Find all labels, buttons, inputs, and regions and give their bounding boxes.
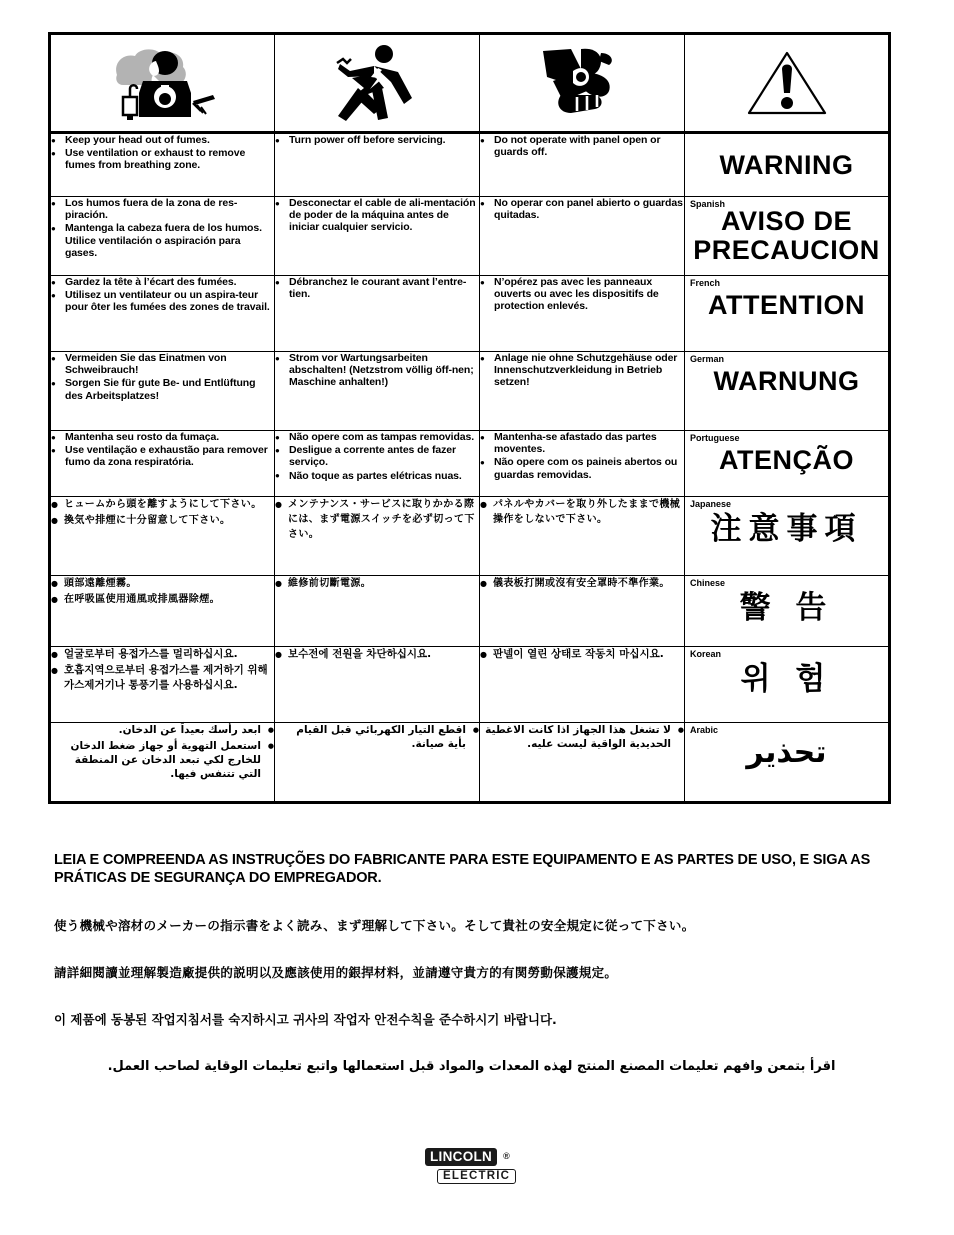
table-row-french xyxy=(50,276,890,352)
power-cell-spanish xyxy=(275,197,480,276)
list-item: ● 호흡지역으로부터 용접가스를 제거하기 위해 가스제거기나 통풍기를 사용하십시요. xyxy=(51,663,274,693)
signal-word-cell-arabic xyxy=(685,723,890,803)
list-item: ● 판넬이 열린 상태로 작동치 마십시요. xyxy=(480,647,684,662)
bullet-list xyxy=(51,647,274,693)
signal-word: WARNUNG xyxy=(713,366,860,396)
table-row-english xyxy=(50,133,890,197)
bullet-list xyxy=(275,431,479,482)
bullet-list xyxy=(51,497,274,528)
logo-wordmark-electric: ELECTRIC xyxy=(437,1169,516,1184)
bullet-list xyxy=(275,497,479,542)
list-item: ● Não toque as partes elétricas nuas. xyxy=(275,470,479,482)
panel-cell-french xyxy=(480,276,685,352)
hazard-icon-row xyxy=(50,34,890,133)
list-item: ● 在呼吸區使用通風或排風器除煙。 xyxy=(51,592,274,607)
power-cell-chinese xyxy=(275,576,480,647)
list-item: ● Turn power off before servicing. xyxy=(275,134,479,146)
table-row-arabic xyxy=(50,723,890,803)
signal-word-cell-french xyxy=(685,276,890,352)
list-item: ● ヒュームから頭を離すようにして下さい。 xyxy=(51,497,274,512)
table-row-spanish xyxy=(50,197,890,276)
signal-word-cell-german xyxy=(685,352,890,431)
fumes-hazard-icon xyxy=(51,35,274,131)
list-item: ● 維修前切斷電源。 xyxy=(275,576,479,591)
list-item: ● Do not operate with panel open or guards off. xyxy=(480,134,684,158)
list-item: ● Anlage nie ohne Schutzgehäuse oder Innenschutzverkleidung in Betrieb setzen! xyxy=(480,352,684,389)
footer-text-chinese: 請詳細閱讀並理解製造廠提供的説明以及應該使用的銀捍材料，並請遵守貴方的有関勞動保護規定。 xyxy=(54,965,618,980)
language-label: French xyxy=(690,278,721,288)
signal-word: 注意事項 xyxy=(710,511,863,547)
warning-triangle-icon xyxy=(685,35,888,131)
bullet-list xyxy=(51,352,274,402)
list-item: ● استعمل التهوية أو جهاز ضغط الدخان للخارج لكي تبعد الدخان عن المنطقة التي تتنفس فيها. xyxy=(51,739,274,781)
list-item: ● لا تشغل هذا الجهاز اذا كانت الاغطية الحديدية الواقية ليست عليه. xyxy=(480,723,684,751)
fumes-cell-english xyxy=(50,133,275,197)
bullet-list xyxy=(51,576,274,607)
list-item: ● 換気や排煙に十分留意して下さい。 xyxy=(51,513,274,528)
footer-text-portuguese: LEIA E COMPREENDA AS INSTRUÇÕES DO FABRICANTE PARA ESTE EQUIPAMENTO E AS PARTES DE USO, E SIGA AS PRÁTICAS DE SEGURANÇA DO EMPREGADOR. xyxy=(54,852,871,886)
bullet-list xyxy=(275,197,479,234)
signal-word: WARNING xyxy=(719,150,854,180)
power-cell-japanese xyxy=(275,497,480,576)
panel-cell-portuguese xyxy=(480,431,685,497)
list-item: ● Débranchez le courant avant l’entre-tien. xyxy=(275,276,479,300)
bullet-list xyxy=(480,647,684,662)
power-cell-german xyxy=(275,352,480,431)
list-item: ● パネルやカバーを取り外したままで機械操作をしないで下さい。 xyxy=(480,497,684,527)
language-label: German xyxy=(690,354,725,364)
list-item: ● Utilisez un ventilateur ou un aspira-teur pour ôter les fumées des zones de travail. xyxy=(51,289,274,313)
list-item: ● Desligue a corrente antes de fazer serviço. xyxy=(275,444,479,468)
panel-cell-german xyxy=(480,352,685,431)
table-row-japanese xyxy=(50,497,890,576)
list-item: ● Desconectar el cable de ali-mentación de poder de la máquina antes de iniciar cualquier servicio. xyxy=(275,197,479,234)
language-label: Japanese xyxy=(690,499,732,509)
signal-word-cell-chinese xyxy=(685,576,890,647)
panel-cell-spanish xyxy=(480,197,685,276)
power-cell-korean xyxy=(275,647,480,723)
panel-cell-arabic xyxy=(480,723,685,803)
bullet-list xyxy=(480,134,684,158)
signal-word: ATTENTION xyxy=(708,290,865,320)
multilingual-safety-table xyxy=(48,32,891,804)
footer-text-korean: 이 제품에 동봉된 작업지침서를 숙지하시고 귀사의 작업자 안전수칙을 준수하시기 바랍니다. xyxy=(54,1012,557,1027)
bullet-list xyxy=(275,276,479,300)
signal-word-cell-japanese xyxy=(685,497,890,576)
lincoln-electric-logo xyxy=(425,1148,529,1184)
list-item: ● 얼굴로부터 용접가스를 멀리하십시요. xyxy=(51,647,274,662)
bullet-list xyxy=(51,276,274,314)
panel-cell-korean xyxy=(480,647,685,723)
registered-trademark-icon: ® xyxy=(503,1151,511,1161)
bullet-list xyxy=(51,134,274,172)
power-cell-french xyxy=(275,276,480,352)
bullet-list xyxy=(480,352,684,389)
bullet-list xyxy=(480,497,684,527)
shock-icon-cell xyxy=(275,34,480,133)
footer-text-arabic: اقرأ بتمعن وافهم تعليمات المصنع المنتج لهذه المعدات والمواد قبل استعمالها واتبع تعليمات الوقاية لصاحب العمل. xyxy=(107,1059,836,1074)
signal-word-line: AVISO DE xyxy=(720,206,853,236)
signal-word xyxy=(685,207,888,265)
warning-triangle-icon-cell xyxy=(685,34,890,133)
table-row-portuguese xyxy=(50,431,890,497)
list-item: ● 보수전에 전원을 차단하십시요. xyxy=(275,647,479,662)
list-item: ● Los humos fuera de la zona de res-piración. xyxy=(51,197,274,221)
fumes-cell-portuguese xyxy=(50,431,275,497)
list-item: ● Sorgen Sie für gute Be- und Entlüftung des Arbeitsplatzes! xyxy=(51,377,274,401)
fumes-cell-japanese xyxy=(50,497,275,576)
fumes-cell-arabic xyxy=(50,723,275,803)
bullet-list xyxy=(275,134,479,146)
signal-word-cell-korean xyxy=(685,647,890,723)
moving-parts-hazard-icon xyxy=(480,35,684,131)
panel-cell-japanese xyxy=(480,497,685,576)
signal-word: ATENÇÃO xyxy=(719,445,854,475)
fumes-cell-korean xyxy=(50,647,275,723)
bullet-list xyxy=(51,431,274,469)
list-item: ● Não opere com as tampas removidas. xyxy=(275,431,479,443)
fumes-cell-chinese xyxy=(50,576,275,647)
signal-word: 警 告 xyxy=(739,590,834,626)
list-item: ● Gardez la tête à l’écart des fumées. xyxy=(51,276,274,288)
moving-parts-icon-cell xyxy=(480,34,685,133)
table-row-german xyxy=(50,352,890,431)
list-item: ● No operar con panel abierto o guardas quitadas. xyxy=(480,197,684,221)
list-item: ● 頭部遠離煙霧。 xyxy=(51,576,274,591)
signal-word: تحذير xyxy=(746,735,827,770)
signal-word-cell-spanish xyxy=(685,197,890,276)
bullet-list xyxy=(480,431,684,481)
bullet-list xyxy=(51,723,274,781)
list-item: ● N’opérez pas avec les panneaux ouverts ou avec les dispositifs de protection enlevés. xyxy=(480,276,684,313)
signal-word: 위 험 xyxy=(740,661,833,697)
list-item: ● Keep your head out of fumes. xyxy=(51,134,274,146)
list-item: ● اقطع التيار الكهربائي قبل القيام بأية صيانة. xyxy=(275,723,479,751)
bullet-list xyxy=(480,276,684,313)
fumes-cell-german xyxy=(50,352,275,431)
power-cell-portuguese xyxy=(275,431,480,497)
language-label: Korean xyxy=(690,649,722,659)
list-item: ● ابعد رأسك بعيداً عن الدخان. xyxy=(51,723,274,737)
signal-word-cell-portuguese xyxy=(685,431,890,497)
bullet-list xyxy=(275,723,479,751)
signal-word-cell-english xyxy=(685,133,890,197)
logo-wordmark-lincoln xyxy=(425,1148,511,1166)
list-item: ● メンテナンス・サービスに取りかかる際には、まず電源スイッチを必ず切って下さい。 xyxy=(275,497,479,542)
signal-word-line: PRECAUCION xyxy=(693,235,880,265)
fumes-icon-cell xyxy=(50,34,275,133)
list-item: ● Strom vor Wartungsarbeiten abschalten! (Netzstrom völlig öff-nen; Maschine anhalten!) xyxy=(275,352,479,389)
power-cell-arabic xyxy=(275,723,480,803)
logo-lincoln-text: LINCOLN xyxy=(430,1149,493,1164)
fumes-cell-spanish xyxy=(50,197,275,276)
language-label: Portuguese xyxy=(690,433,740,443)
language-label: Spanish xyxy=(690,199,726,209)
list-item: ● Mantenha seu rosto da fumaça. xyxy=(51,431,274,443)
bullet-list xyxy=(480,197,684,221)
bullet-list xyxy=(275,647,479,662)
list-item: ● Mantenha-se afastado das partes moventes. xyxy=(480,431,684,455)
table-row-chinese xyxy=(50,576,890,647)
bullet-list xyxy=(51,197,274,259)
fumes-cell-french xyxy=(50,276,275,352)
language-label: Chinese xyxy=(690,578,726,588)
footer-text-japanese: 使う機械や溶材のメーカーの指示書をよく読み、まず理解して下さい。そして貴社の安全規定に従って下さい。 xyxy=(54,918,695,933)
bullet-list xyxy=(275,576,479,591)
language-label: Arabic xyxy=(690,725,719,735)
panel-cell-chinese xyxy=(480,576,685,647)
list-item: ● Não opere com os paineis abertos ou guardas removidas. xyxy=(480,456,684,480)
footer-instructions xyxy=(54,852,899,1076)
bullet-list xyxy=(275,352,479,389)
panel-cell-english xyxy=(480,133,685,197)
table-row-korean xyxy=(50,647,890,723)
list-item: ● Mantenga la cabeza fuera de los humos. Utilice ventilación o aspiración para gases. xyxy=(51,222,274,259)
list-item: ● Use ventilation or exhaust to remove fumes from breathing zone. xyxy=(51,147,274,171)
list-item: ● Vermeiden Sie das Einatmen von Schweibrauch! xyxy=(51,352,274,376)
bullet-list xyxy=(480,723,684,751)
list-item: ● 儀表板打開或沒有安全罩時不準作業。 xyxy=(480,576,684,591)
power-cell-english xyxy=(275,133,480,197)
list-item: ● Use ventilação e exhaustão para remover fumo da zona respiratória. xyxy=(51,444,274,468)
bullet-list xyxy=(480,576,684,591)
electric-shock-icon xyxy=(275,35,479,131)
